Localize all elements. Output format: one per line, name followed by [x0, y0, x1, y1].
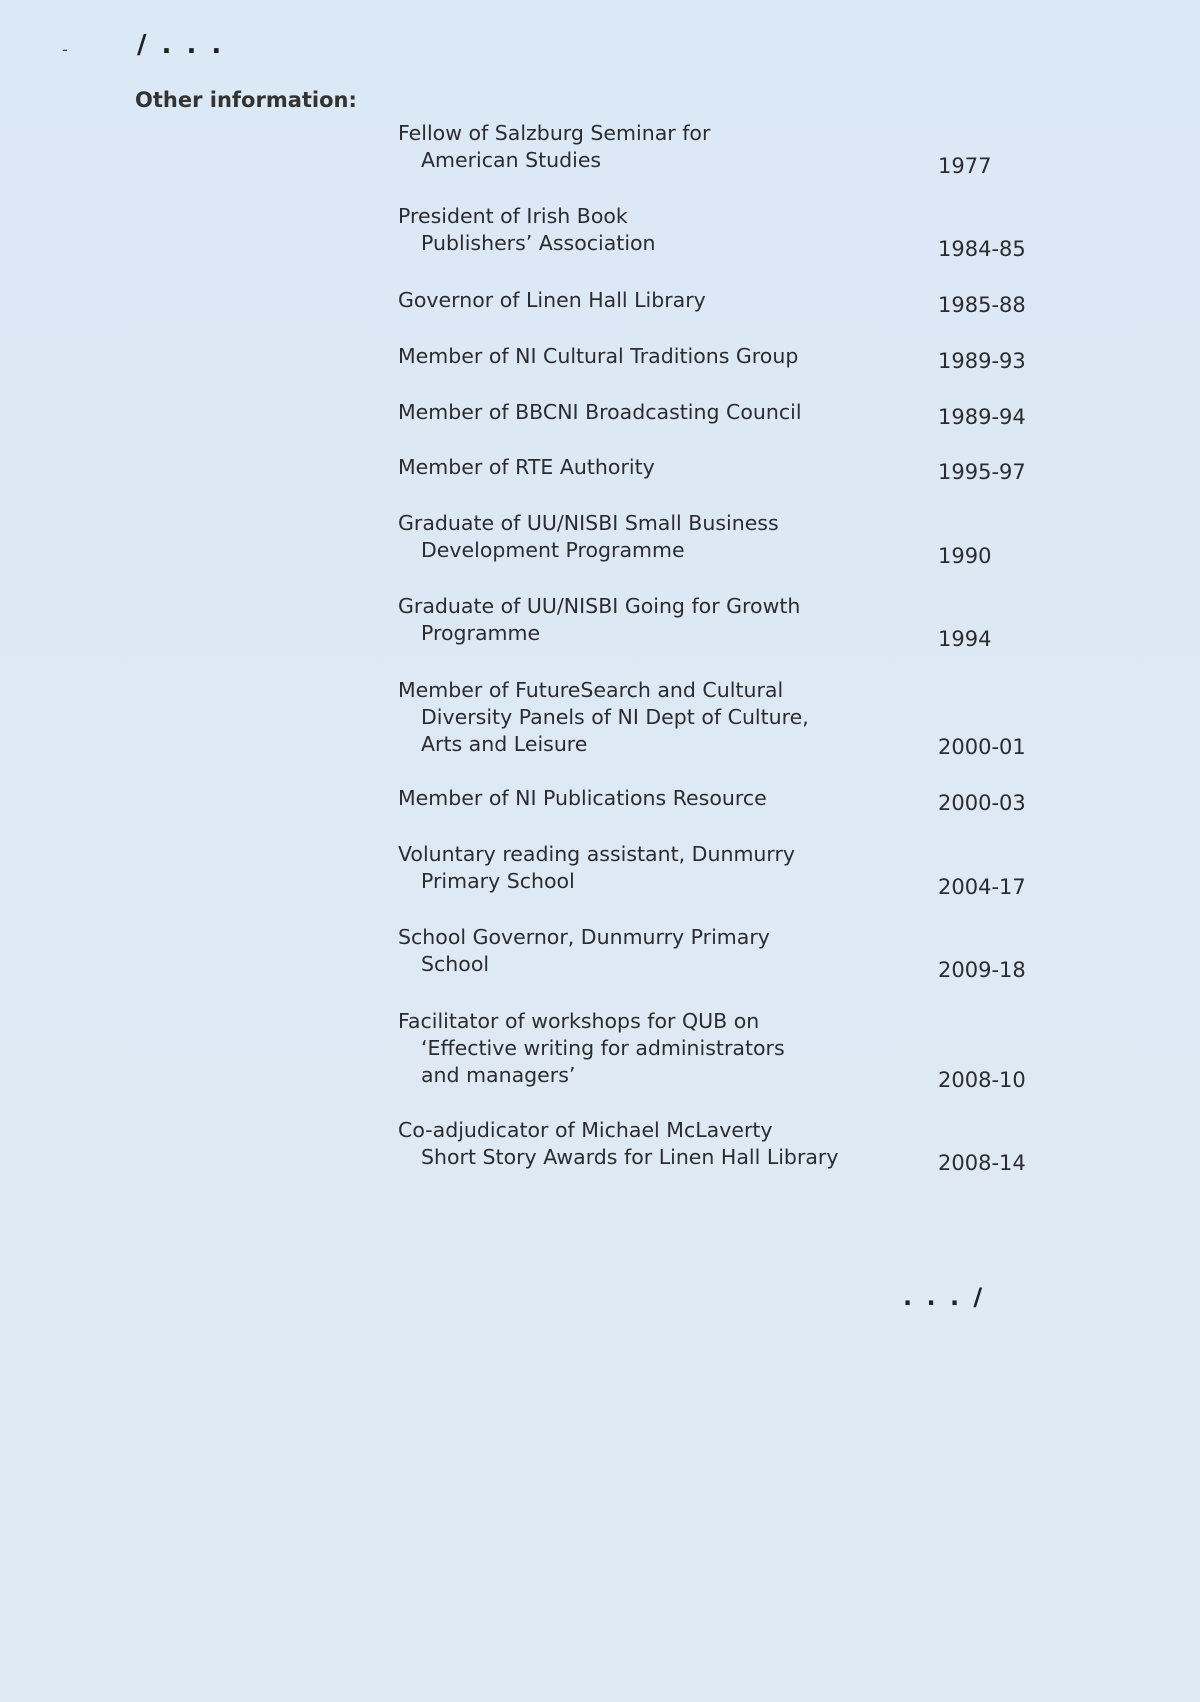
- entry-description: [398, 841, 918, 895]
- entry-year: 2008-14: [938, 1151, 1026, 1175]
- entry-year: 2000-01: [938, 735, 1026, 759]
- entry-year: 2009-18: [938, 958, 1026, 982]
- entry-description: [398, 399, 918, 426]
- entry-year: 1977: [938, 154, 992, 178]
- entry-line: Voluntary reading assistant, Dunmurry: [398, 842, 796, 866]
- entry-description: [398, 510, 918, 564]
- entry-line: Graduate of UU/NISBI Going for Growth: [398, 594, 801, 618]
- section-heading: Other information:: [135, 88, 357, 112]
- entry-description: [398, 593, 918, 647]
- entry-description: [398, 287, 918, 314]
- entry-line: Development Programme: [421, 538, 685, 562]
- entry-year: 1985-88: [938, 293, 1026, 317]
- entry-year: 1989-93: [938, 349, 1026, 373]
- entry-year: 1994: [938, 627, 992, 651]
- entry-year: 1989-94: [938, 405, 1026, 429]
- entry-description: [398, 677, 918, 758]
- entry-line: Member of FutureSearch and Cultural: [398, 678, 784, 702]
- entry-line: Fellow of Salzburg Seminar for: [398, 121, 711, 145]
- entry-line: Diversity Panels of NI Dept of Culture,: [421, 705, 809, 729]
- entry-year: 1990: [938, 544, 992, 568]
- entry-description: [398, 924, 918, 978]
- entry-line: School: [421, 952, 490, 976]
- entry-line: Member of NI Publications Resource: [398, 786, 767, 810]
- continued-to-marker: . . . /: [903, 1283, 986, 1311]
- entry-year: 2000-03: [938, 791, 1026, 815]
- entry-line: Arts and Leisure: [421, 732, 588, 756]
- entry-line: American Studies: [421, 148, 602, 172]
- entry-line: Co-adjudicator of Michael McLaverty: [398, 1118, 773, 1142]
- entry-description: [398, 203, 918, 257]
- entry-line: Programme: [421, 621, 541, 645]
- bullet-mark: -: [62, 40, 68, 59]
- entry-description: [398, 785, 918, 812]
- entry-line: Graduate of UU/NISBI Small Business: [398, 511, 779, 535]
- entry-year: 2008-10: [938, 1068, 1026, 1092]
- continued-from-marker: / . . .: [137, 30, 225, 60]
- entry-description: [398, 1008, 918, 1089]
- entry-line: Short Story Awards for Linen Hall Library: [421, 1145, 839, 1169]
- entry-year: 1984-85: [938, 237, 1026, 261]
- entry-description: [398, 1117, 918, 1171]
- entry-line: Member of NI Cultural Traditions Group: [398, 344, 799, 368]
- entry-description: [398, 454, 918, 481]
- entry-line: Governor of Linen Hall Library: [398, 288, 706, 312]
- entry-description: [398, 343, 918, 370]
- entry-line: Publishers’ Association: [421, 231, 656, 255]
- entry-year: 2004-17: [938, 875, 1026, 899]
- entry-line: ‘Effective writing for administrators: [421, 1036, 785, 1060]
- entry-line: President of Irish Book: [398, 204, 628, 228]
- entry-line: Member of RTE Authority: [398, 455, 655, 479]
- entry-line: Facilitator of workshops for QUB on: [398, 1009, 760, 1033]
- entry-line: Member of BBCNI Broadcasting Council: [398, 400, 802, 424]
- entry-year: 1995-97: [938, 460, 1026, 484]
- entry-line: School Governor, Dunmurry Primary: [398, 925, 770, 949]
- entry-description: [398, 120, 918, 174]
- entry-line: and managers’: [421, 1063, 576, 1087]
- entry-line: Primary School: [421, 869, 575, 893]
